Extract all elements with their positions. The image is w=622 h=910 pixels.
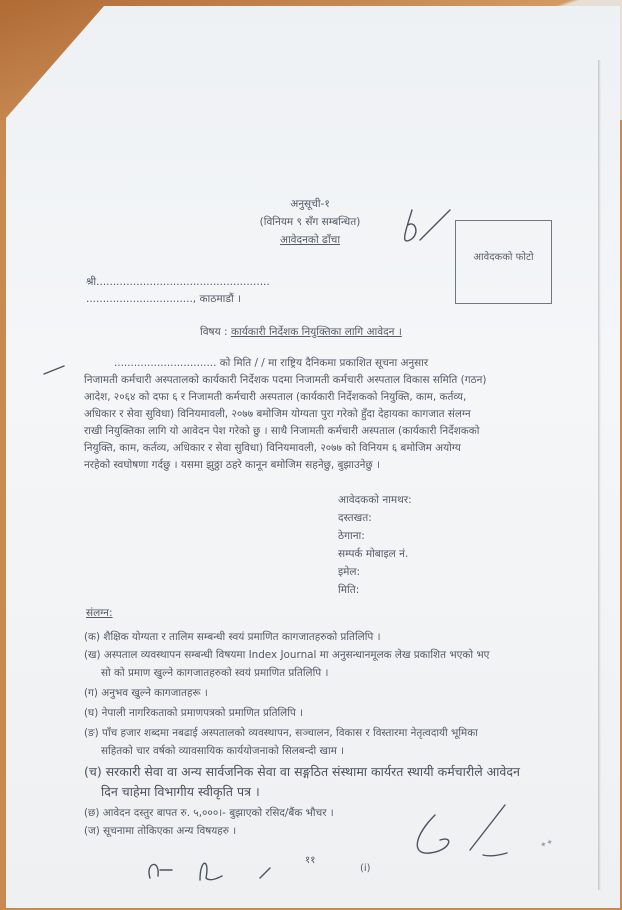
photo-box [455, 220, 552, 304]
attachment-item: (ङ) पाँच हजार शब्दमा नबढाई अस्पतालको व्यवस्थापन, सञ्चालन, विकास र विस्तारमा नेतृत्वदायी भूमिका [84, 727, 478, 739]
subject-line [200, 324, 402, 341]
attachment-item: (च) सरकारी सेवा वा अन्य सार्वजनिक सेवा वा सङ्गठित संस्थामा कार्यरत स्थायी कर्मचारीले आवेदन [84, 764, 520, 779]
subject-prefix: विषय : [200, 326, 228, 338]
attachments-list [84, 628, 604, 840]
body-line: अधिकार र सेवा सुविधा) विनियमावली, २०७७ बमोजिम योग्यता पुरा गरेको हुँदा देहायका कागजात संलग्न [84, 408, 471, 420]
date-field: मिति: [338, 584, 360, 596]
body-line: नरहेको स्वघोषणा गर्दछु । यसमा झुठ्ठा ठहरे कानून बमोजिम सहनेछु, बुझाउनेछु । [84, 459, 380, 471]
applicant-name-field: आवेदकको नामथर: [338, 494, 412, 506]
body-line: राखी नियुक्तिका लागि यो आवेदन पेश गरेको छु । साथै निजामती कर्मचारी अस्पताल (कार्यकारी निर्देशकको [84, 425, 480, 437]
attachment-item: (क) शैक्षिक योग्यता र तालिम सम्बन्धी स्वयं प्रमाणित कागजातहरुको प्रतिलिपि । [84, 631, 381, 643]
email-field: इमेल: [338, 566, 361, 578]
attachment-item-continuation: सहितको चार वर्षको व्यावसायिक कार्ययोजनाको सिलबन्दी खाम । [101, 745, 345, 757]
attachment-item: (ख) अस्पताल व्यवस्थापन सम्बन्धी विषयमा Index Journal मा अनुसन्धानमूलक लेख प्रकाशित भएको भए [84, 649, 490, 661]
footer-number: ११ [305, 855, 316, 866]
attachment-item: (घ) नेपाली नागरिकताको प्रमाणपत्रको प्रमाणित प्रतिलिपि । [84, 707, 304, 719]
body-line: निजामती कर्मचारी अस्पतालको कार्यकारी निर्देशक पदमा निजामती कर्मचारी अस्पताल विकास समिति (गठन) [84, 374, 487, 386]
address-line-2: ................................, काठमाडौं । [86, 293, 242, 305]
signature-field: दस्तखत: [338, 512, 372, 524]
address-line-1: श्री.................................................... [86, 276, 270, 288]
address-field: ठेगाना: [338, 530, 365, 542]
footer-mark: (i) [360, 863, 371, 874]
attachments-heading: संलग्न: [86, 607, 113, 619]
form-title: आवेदनको ढाँचा [279, 234, 341, 246]
regulation-reference: (विनियम ९ सँग सम्बन्धित) [259, 216, 361, 228]
attachment-item: (छ) आवेदन दस्तुर बापत रु. ५,०००।- बुझाएको रसिद/बैंक भौचर । [84, 807, 334, 819]
schedule-number: अनुसूची-१ [290, 198, 330, 210]
signature-mark [395, 795, 525, 870]
mobile-field: सम्पर्क मोबाइल नं. [338, 548, 409, 560]
subject-text: कार्यकारी निर्देशक नियुक्तिका लागि आवेदन । [230, 326, 402, 338]
attachment-item: (ज) सूचनामा तोकिएका अन्य विषयहरु । [84, 825, 237, 837]
initials-mark [390, 200, 460, 255]
body-line: आदेश, २०६४ को दफा ६ र निजामती कर्मचारी अस्पताल (कार्यकारी निर्देशकको नियुक्ति, काम, कर्तव्य, [84, 391, 467, 403]
margin-tick-mark [40, 360, 70, 380]
stamp-mark: ✦✦ [538, 836, 555, 851]
photo-label: आवेदकको फोटो [473, 252, 534, 263]
attachment-item-continuation: दिन चाहेमा विभागीय स्वीकृति पत्र । [101, 784, 260, 799]
footer-initials [130, 848, 330, 888]
body-paragraph [84, 355, 600, 474]
body-line: नियुक्ति, काम, कर्तव्य, अधिकार र सेवा सुविधा) विनियमावली, २०७७ को विनियम ६ बमोजिम अयोग्य [84, 442, 461, 454]
attachment-item-continuation: सो को प्रमाण खुल्ने कागजातहरुको स्वयं प्रमाणित प्रतिलिपि । [101, 667, 329, 679]
attachment-item: (ग) अनुभव खुल्ने कागजातहरू । [84, 687, 208, 699]
body-line: ............................... को मिति / / मा राष्ट्रिय दैनिकमा प्रकाशित सूचना अनुसार [114, 357, 429, 369]
